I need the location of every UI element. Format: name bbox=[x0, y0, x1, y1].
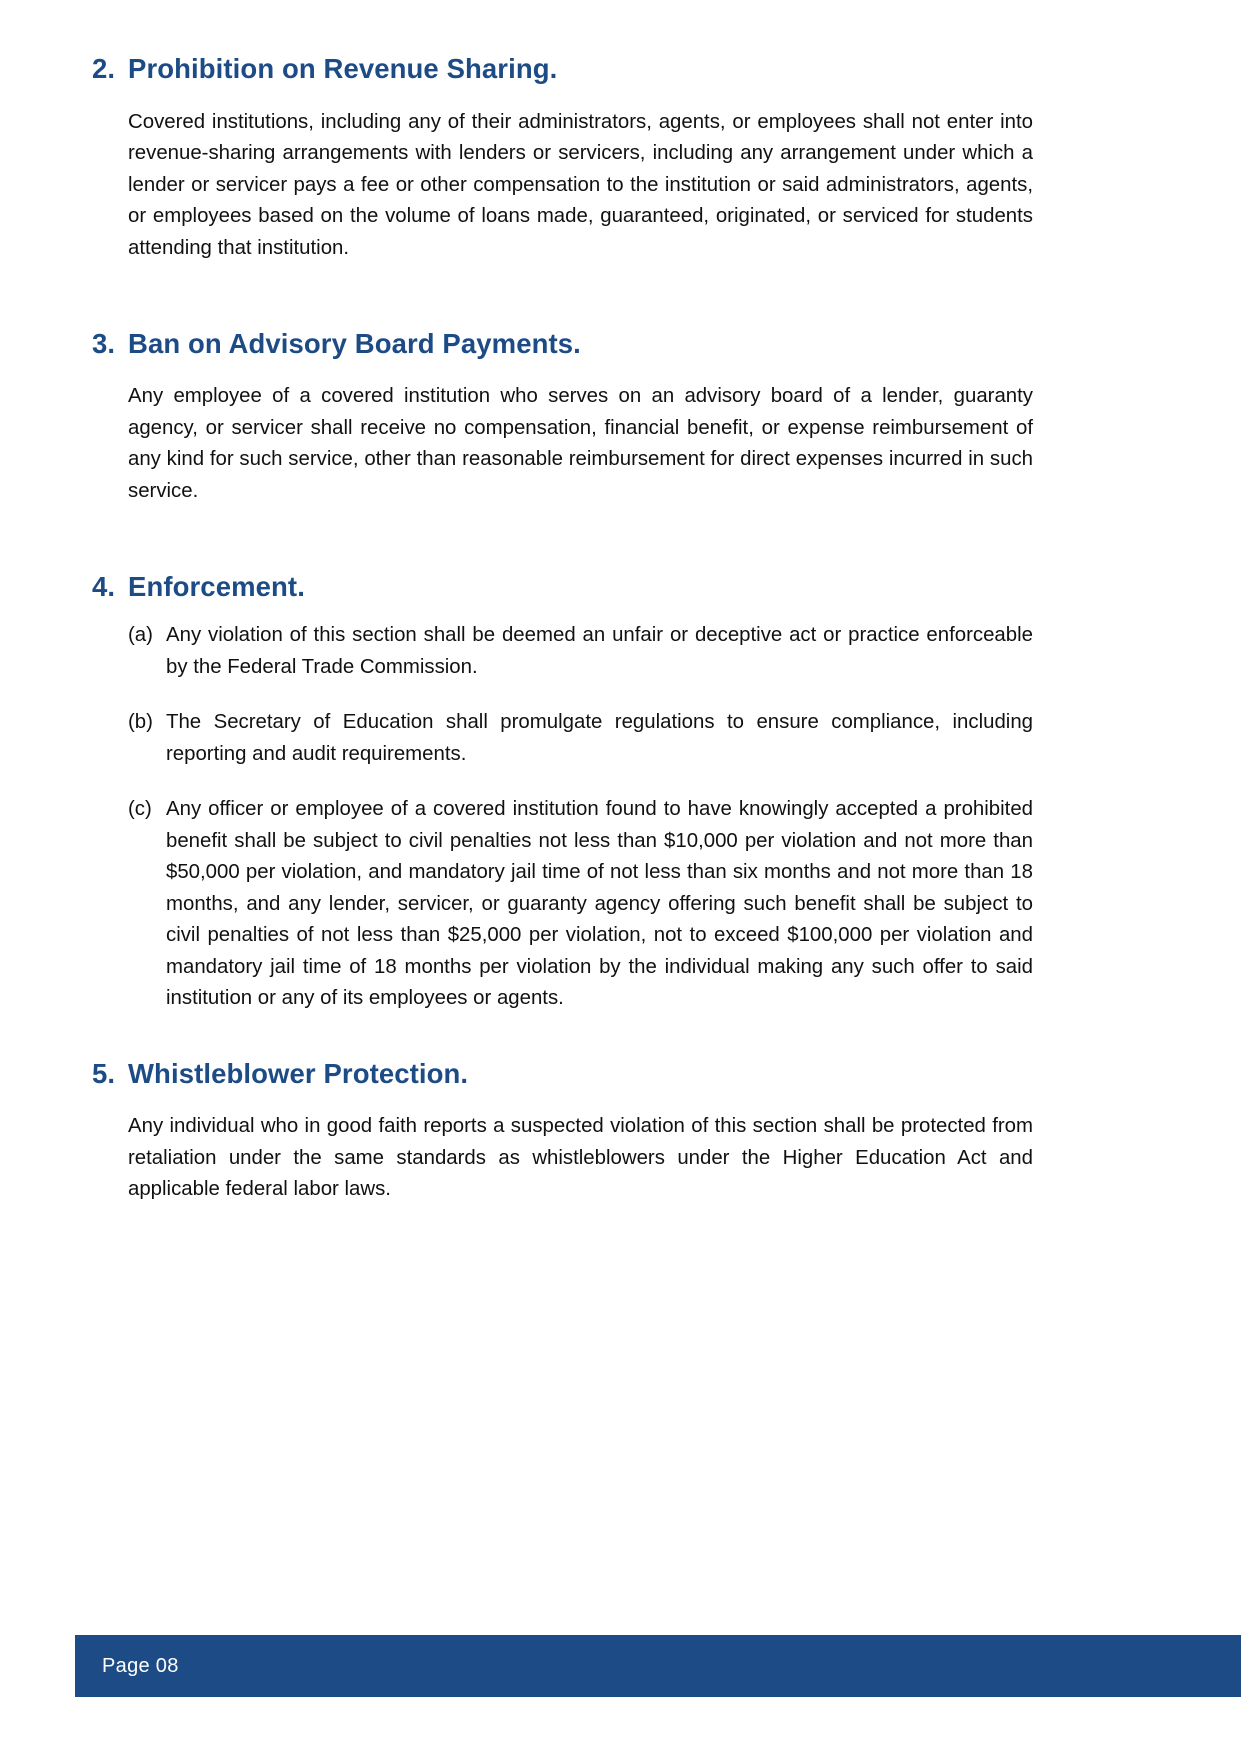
section-2-heading bbox=[92, 52, 1041, 86]
page-number-label: Page 08 bbox=[102, 1654, 179, 1677]
list-item-text: Any violation of this section shall be deemed an unfair or deceptive act or practice enforceable by the Federal Trade Commission. bbox=[166, 624, 1033, 678]
section-2-title: Prohibition on Revenue Sharing. bbox=[128, 53, 558, 84]
section-4-title: Enforcement. bbox=[128, 570, 305, 602]
list-item bbox=[128, 707, 1033, 770]
list-item bbox=[128, 794, 1033, 1015]
list-item-text: Any officer or employee of a covered institution found to have knowingly accepted a prohibited benefit shall be subject to civil penalties not less than $10,000 per violation and not more than $50,000 per violation, and mandatory jail time of not less than six months and not more than 18 months, and any lender, servicer, or guaranty agency offering such benefit shall be subject to civil penalties of not less than $25,000 per violation, not to exceed $100,000 per violation and mandatory jail time of 18 months per violation by the individual making any such offer to said institution or any of its employees or agents. bbox=[166, 798, 1033, 1010]
section-3 bbox=[0, 327, 1241, 508]
list-item-marker: (c) bbox=[128, 798, 152, 821]
section-3-body: Any employee of a covered institution who serves on an advisory board of a lender, guaranty agency, or servicer shall receive no compensation, financial benefit, or expense reimbursement of any kind for such service, other than reasonable reimbursement for direct expenses incurred in such service. bbox=[128, 385, 1033, 502]
section-2 bbox=[0, 52, 1241, 264]
list-item-text: The Secretary of Education shall promulgate regulations to ensure compliance, including reporting and audit requirements. bbox=[166, 711, 1033, 765]
section-5-number: 5. bbox=[92, 1057, 116, 1089]
section-5-title: Whistleblower Protection. bbox=[128, 1057, 469, 1089]
list-item-marker: (a) bbox=[128, 624, 153, 647]
section-4-number: 4. bbox=[92, 570, 116, 602]
section-5 bbox=[0, 1057, 1241, 1206]
section-4-sublist bbox=[128, 620, 1033, 1015]
list-item-marker: (b) bbox=[128, 711, 153, 734]
section-2-body: Covered institutions, including any of their administrators, agents, or employees shall not enter into revenue-sharing arrangements with lenders or servicers, including any arrangement under which a lender or servicer pays a fee or other compensation to the institution or said administrators, agents, or employees based on the volume of loans made, guaranteed, originated, or serviced for students attending that institution. bbox=[128, 110, 1033, 259]
section-5-heading bbox=[92, 1057, 1041, 1091]
list-item bbox=[128, 620, 1033, 683]
section-3-heading bbox=[92, 327, 1041, 361]
section-3-title: Ban on Advisory Board Payments. bbox=[128, 327, 581, 359]
spacer bbox=[0, 1015, 1241, 1057]
section-4-heading bbox=[92, 570, 1041, 604]
spacer bbox=[0, 528, 1241, 570]
section-4 bbox=[0, 570, 1241, 1015]
spacer bbox=[0, 285, 1241, 327]
section-5-body: Any individual who in good faith reports a suspected violation of this section shall be protected from retaliation under the same standards as whistleblowers under the Higher Education Act and applicable federal labor laws. bbox=[128, 1115, 1033, 1201]
section-3-number: 3. bbox=[92, 327, 116, 359]
section-2-number: 2. bbox=[92, 53, 116, 84]
page-footer-bar bbox=[75, 1635, 1241, 1697]
